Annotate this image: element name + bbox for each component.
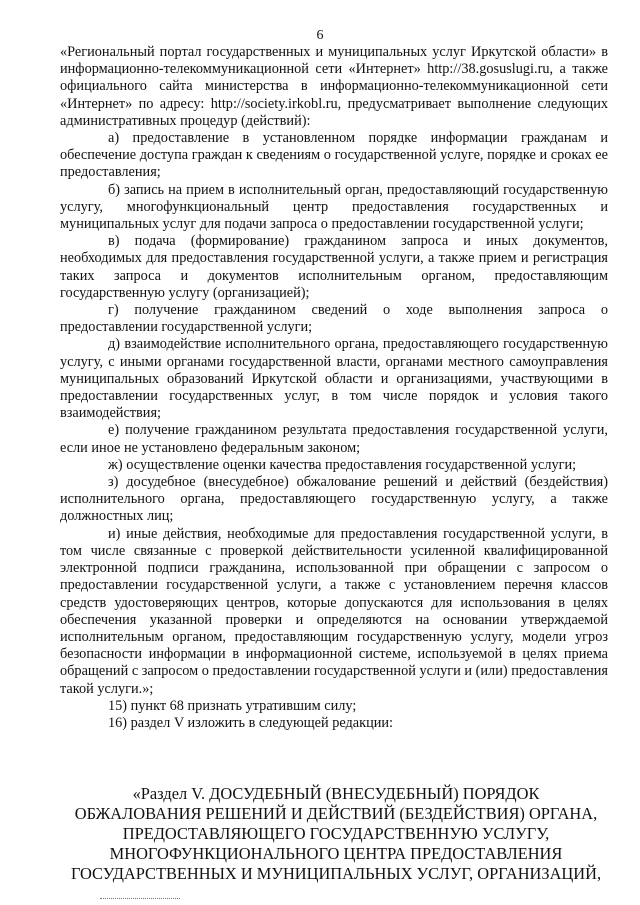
- heading-line: МНОГОФУНКЦИОНАЛЬНОГО ЦЕНТРА ПРЕДОСТАВЛЕНИЯ: [109, 844, 563, 863]
- paragraph-item-z: з) досудебное (внесудебное) обжалование решений и действий (бездействия) исполнительного органа, предоставляющего государственную услугу, а также должностных лиц;: [60, 474, 608, 525]
- paragraph-item-i: и) иные действия, необходимые для предоставления государственной услуги, в том числе связанные с проверкой действительности усиленной квалифицированной электронной подписи гражданина, использованной при обращении с запросом о предоставлении государственной услуги, а также с установлением перечня классов средств удостоверяющих центров, которые допускаются для использования в целях обеспечения указанной проверки и определяются на основании утверждаемой исполнительным органом, предоставляющим государственную услугу, модели угроз безопасности информации в информационной системе, используемой в целях приема обращений с запросом о предоставлении государственной услуги и (или) предоставления такой услуги.»;: [60, 525, 608, 697]
- paragraph-item-v: в) подача (формирование) гражданином запроса и иных документов, необходимых для предоставления государственной услуги, а также прием и регистрация таких запроса и документов исполнительным органом, предоставляющим государственную услугу (организацией);: [60, 233, 608, 301]
- heading-line: ГОСУДАРСТВЕННЫХ И МУНИЦИПАЛЬНЫХ УСЛУГ, ОРГАНИЗАЦИЙ,: [70, 864, 602, 883]
- paragraph-item-g: г) получение гражданином сведений о ходе выполнения запроса о предоставлении государственной услуги;: [60, 302, 608, 336]
- section-heading: [60, 784, 612, 884]
- paragraph-item-d: д) взаимодействие исполнительного органа, предоставляющего государственную услугу, с иными органами государственной власти, органами местного самоуправления муниципальных образований Иркутской области и организациями, участвующими в предоставлении государственных услуг, в том числе порядок и условия такого взаимодействия;: [60, 336, 608, 422]
- footer-divider: [100, 898, 180, 900]
- page-number: 6: [316, 28, 324, 43]
- paragraph-point-16: 16) раздел V изложить в следующей редакции:: [108, 714, 394, 731]
- body-text: [60, 44, 608, 732]
- paragraph-point-15: 15) пункт 68 признать утратившим силу;: [108, 697, 357, 714]
- paragraph-item-a: а) предоставление в установленном порядке информации гражданам и обеспечение доступа граждан к сведениям о государственной услуге, порядке и сроках ее предоставления;: [60, 130, 608, 181]
- paragraph-item-b: б) запись на прием в исполнительный орган, предоставляющий государственную услугу, многофункциональный центр предоставления государственных и муниципальных услуг для подачи запроса о предоставлении государственной услуги;: [60, 181, 608, 233]
- heading-line: «Раздел V. ДОСУДЕБНЫЙ (ВНЕСУДЕБНЫЙ) ПОРЯДОК: [132, 784, 540, 803]
- heading-line: ПРЕДОСТАВЛЯЮЩЕГО ГОСУДАРСТВЕННУЮ УСЛУГУ,: [122, 824, 550, 843]
- paragraph-intro: «Региональный портал государственных и муниципальных услуг Иркутской области» в информационно-телекоммуникационной сети «Интернет» http://38.gosuslugi.ru, а также официального сайта министерства в информационно-телекоммуникационной сети «Интернет» по адресу: http://society.irkobl.ru, предусматривает выполнение следующих административных процедур (действий):: [60, 44, 608, 129]
- paragraph-item-e: е) получение гражданином результата предоставления государственной услуги, если иное не установлено федеральным законом;: [60, 422, 608, 456]
- heading-line: ОБЖАЛОВАНИЯ РЕШЕНИЙ И ДЕЙСТВИЙ (БЕЗДЕЙСТВИЯ) ОРГАНА,: [74, 804, 598, 823]
- paragraph-item-zh: ж) осуществление оценки качества предоставления государственной услуги;: [108, 456, 577, 473]
